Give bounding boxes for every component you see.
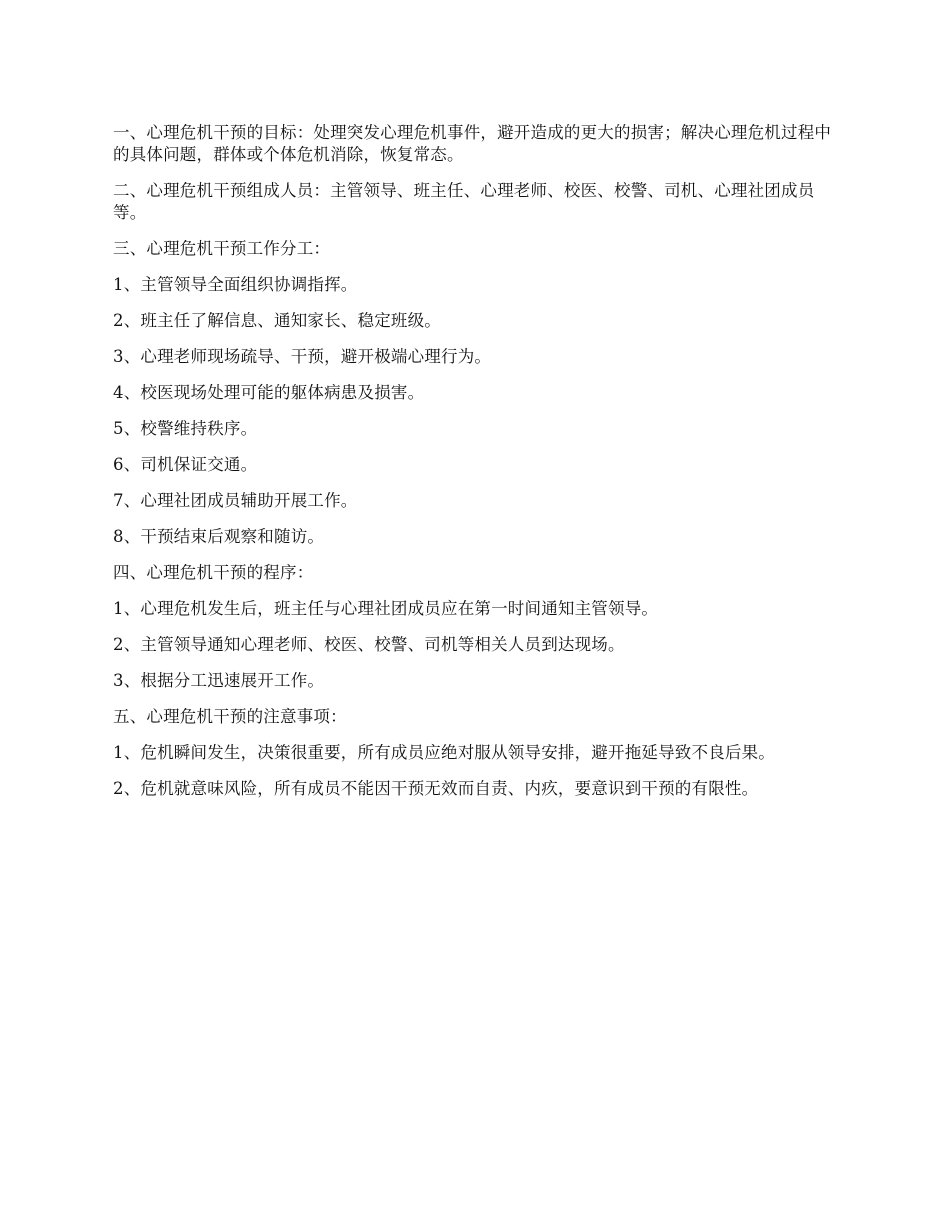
list-item: 2、主管领导通知心理老师、校医、校警、司机等相关人员到达现场。 — [113, 635, 625, 654]
list-item: 4、校医现场处理可能的躯体病患及损害。 — [113, 383, 425, 402]
section-1-goal: 一、心理危机干预的目标：处理突发心理危机事件，避开造成的更大的损害；解决心理危机过程中的具体问题，群体或个体危机消除，恢复常态。 — [113, 123, 832, 164]
list-item: 6、司机保证交通。 — [113, 455, 258, 474]
section-5-heading: 五、心理危机干预的注意事项： — [113, 707, 347, 726]
list-item: 1、主管领导全面组织协调指挥。 — [113, 275, 358, 294]
document-body — [113, 122, 841, 814]
list-item: 7、心理社团成员辅助开展工作。 — [113, 491, 358, 510]
list-item: 2、危机就意味风险，所有成员不能因干预无效而自责、内疚，要意识到干预的有限性。 — [113, 779, 759, 798]
list-item: 1、心理危机发生后，班主任与心理社团成员应在第一时间通知主管领导。 — [113, 599, 659, 618]
list-item: 3、根据分工迅速展开工作。 — [113, 671, 325, 690]
section-2-members: 二、心理危机干预组成人员：主管领导、班主任、心理老师、校医、校警、司机、心理社团成员等。 — [113, 181, 815, 222]
list-item: 5、校警维持秩序。 — [113, 419, 258, 438]
list-item: 8、干预结束后观察和随访。 — [113, 527, 325, 546]
list-item: 3、心理老师现场疏导、干预，避开极端心理行为。 — [113, 347, 492, 366]
list-item: 1、危机瞬间发生，决策很重要，所有成员应绝对服从领导安排，避开拖延导致不良后果。 — [113, 743, 775, 762]
section-3-heading: 三、心理危机干预工作分工： — [113, 239, 331, 258]
list-item: 2、班主任了解信息、通知家长、稳定班级。 — [113, 311, 441, 330]
section-4-heading: 四、心理危机干预的程序： — [113, 563, 314, 582]
